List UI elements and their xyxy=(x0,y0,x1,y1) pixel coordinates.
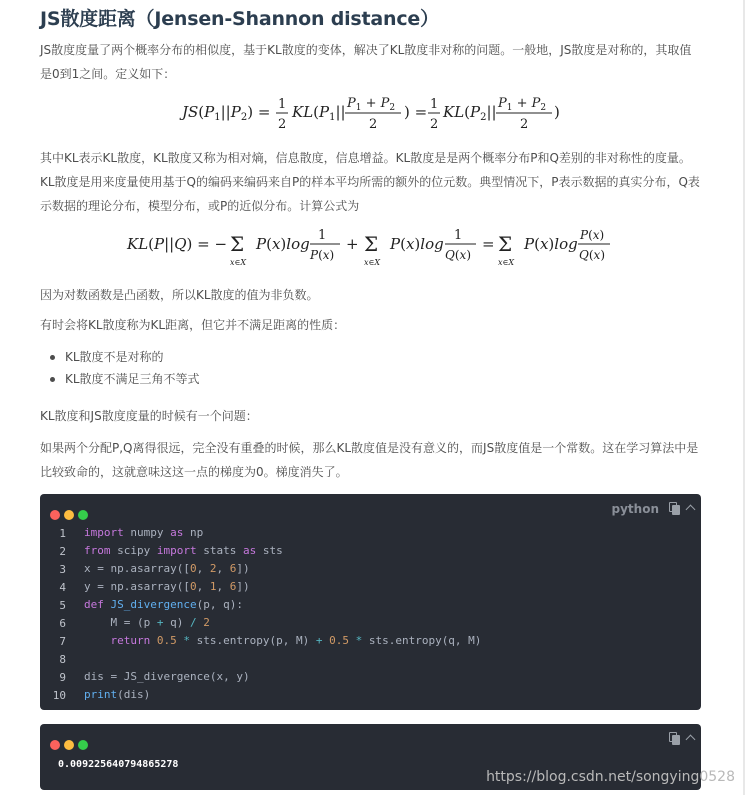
line-number: 4 xyxy=(59,581,66,594)
svg-text:Q(x): Q(x) xyxy=(579,248,605,262)
yellow-dot-icon xyxy=(64,510,74,520)
list-item: KL散度不满足三角不等式 xyxy=(40,368,703,390)
svg-text:KL(P2||: $KL(P_2||$ xyxy=(443,103,497,123)
code-language-label: python xyxy=(611,502,659,516)
svg-text:P1 + P2: $P_1 + P_2$ xyxy=(498,96,547,113)
section-title: JS散度距离（Jensen-Shannon distance） xyxy=(40,8,439,30)
window-dots xyxy=(50,505,92,515)
code-block[interactable] xyxy=(40,494,701,710)
line-number: 6 xyxy=(59,617,66,630)
line-number: 8 xyxy=(59,653,66,666)
code-line: dis = JS_divergence(x, y) xyxy=(84,670,250,683)
bullet-icon xyxy=(50,377,55,382)
kl-properties-list xyxy=(40,346,703,390)
svg-text:x∈X: x∈X xyxy=(364,258,381,267)
line-number: 5 xyxy=(59,599,66,612)
js-formula xyxy=(40,86,703,136)
window-dots xyxy=(50,735,92,745)
svg-text:P(x): P(x) xyxy=(310,248,335,262)
collapse-chevron-icon[interactable] xyxy=(686,505,696,515)
green-dot-icon xyxy=(78,510,88,520)
svg-text:P(x)log: P(x)log xyxy=(256,235,310,253)
svg-text:P(x)log: P(x)log xyxy=(524,235,578,253)
svg-text:): ) xyxy=(554,103,560,121)
svg-text:+: + xyxy=(346,235,359,253)
svg-text:2: 2 xyxy=(278,117,287,132)
line-number: 10 xyxy=(52,689,66,702)
kl-distance-paragraph: 有时会将KL散度称为KL距离，但它并不满足距离的性质： xyxy=(40,318,346,332)
red-dot-icon xyxy=(50,740,60,750)
problem-paragraph: KL散度和JS散度度量的时候有一个问题： xyxy=(40,409,258,423)
gradient-paragraph: 如果两个分配P,Q离得很远，完全没有重叠的时候，那么KL散度值是没有意义的，而JS散度值是一个常数。这在学习算法中是比较致命的，这就意味这这一点的梯度为0。梯度消失了。 xyxy=(40,441,699,479)
svg-text:x∈X: x∈X xyxy=(498,258,515,267)
copy-icon[interactable] xyxy=(669,732,679,745)
svg-text:=: = xyxy=(482,235,495,253)
code-line: x = np.asarray([0, 2, 6]) xyxy=(84,562,250,575)
red-dot-icon xyxy=(50,510,60,520)
svg-text:Q(x): Q(x) xyxy=(445,248,471,262)
kl-definition-paragraph: 其中KL表示KL散度，KL散度又称为相对熵，信息散度，信息增益。KL散度是是两个概率分布P和Q差别的非对称性的度量。KL散度是用来度量使用基于Q的编码来编码来自P的样本平均所需的额外的位元数。典型情况下，P表示数据的真实分布，Q表示数据的理论分布，模型分布，或P的近似分布。计算公式为 xyxy=(40,151,700,213)
bullet-icon xyxy=(50,355,55,360)
line-number: 2 xyxy=(59,545,66,558)
svg-text:JS(P1||P2) =: $JS(P_1||P_2)$ = xyxy=(182,103,271,123)
line-number: 1 xyxy=(59,527,66,540)
svg-text:KL(P1||: $KL(P_1||$ xyxy=(292,103,346,123)
list-item: KL散度不是对称的 xyxy=(40,346,703,368)
intro-paragraph: JS散度度量了两个概率分布的相似度，基于KL散度的变体，解决了KL散度非对称的问题。一般地，JS散度是对称的，其取值是0到1之间。定义如下： xyxy=(40,43,692,81)
svg-text:1: 1 xyxy=(278,97,287,112)
svg-text:P1 + P2: $P_1 + P_2$ xyxy=(347,96,396,113)
svg-text:KL(P||Q) = −: KL(P||Q) = − xyxy=(127,235,228,253)
svg-text:x∈X: x∈X xyxy=(230,258,247,267)
svg-text:Σ: Σ xyxy=(498,232,513,256)
collapse-chevron-icon[interactable] xyxy=(686,735,696,745)
svg-text:P(x)log: P(x)log xyxy=(390,235,444,253)
code-line: import numpy as np xyxy=(84,526,204,539)
svg-text:2: 2 xyxy=(430,117,439,132)
line-number: 7 xyxy=(59,635,66,648)
copy-icon[interactable] xyxy=(669,502,679,515)
code-line: from scipy import stats as sts xyxy=(84,544,283,557)
kl-formula xyxy=(40,220,703,272)
code-line: y = np.asarray([0, 1, 6]) xyxy=(84,580,250,593)
green-dot-icon xyxy=(78,740,88,750)
code-line: return 0.5 * sts.entropy(p, M) + 0.5 * sts.entropy(q, M) xyxy=(110,634,482,647)
svg-text:2: 2 xyxy=(369,117,378,132)
code-line: M = (p + q) / 2 xyxy=(84,616,210,629)
watermark: https://blog.csdn.net/songying0528 xyxy=(486,769,735,785)
svg-text:1: 1 xyxy=(454,228,463,243)
yellow-dot-icon xyxy=(64,740,74,750)
svg-text:1: 1 xyxy=(430,97,439,112)
line-number: 3 xyxy=(59,563,66,576)
svg-text:) =: ) = xyxy=(404,103,428,121)
code-line: print(dis) xyxy=(84,688,151,701)
nonnegative-paragraph: 因为对数函数是凸函数，所以KL散度的值为非负数。 xyxy=(40,288,319,302)
code-line: def JS_divergence(p, q): xyxy=(84,598,243,611)
svg-text:Σ: Σ xyxy=(230,232,245,256)
line-number: 9 xyxy=(59,671,66,684)
output-text: 0.009225640794865278 xyxy=(58,759,179,770)
svg-text:Σ: Σ xyxy=(364,232,379,256)
svg-text:1: 1 xyxy=(318,228,327,243)
svg-text:P(x): P(x) xyxy=(580,228,605,242)
svg-text:2: 2 xyxy=(520,117,529,132)
